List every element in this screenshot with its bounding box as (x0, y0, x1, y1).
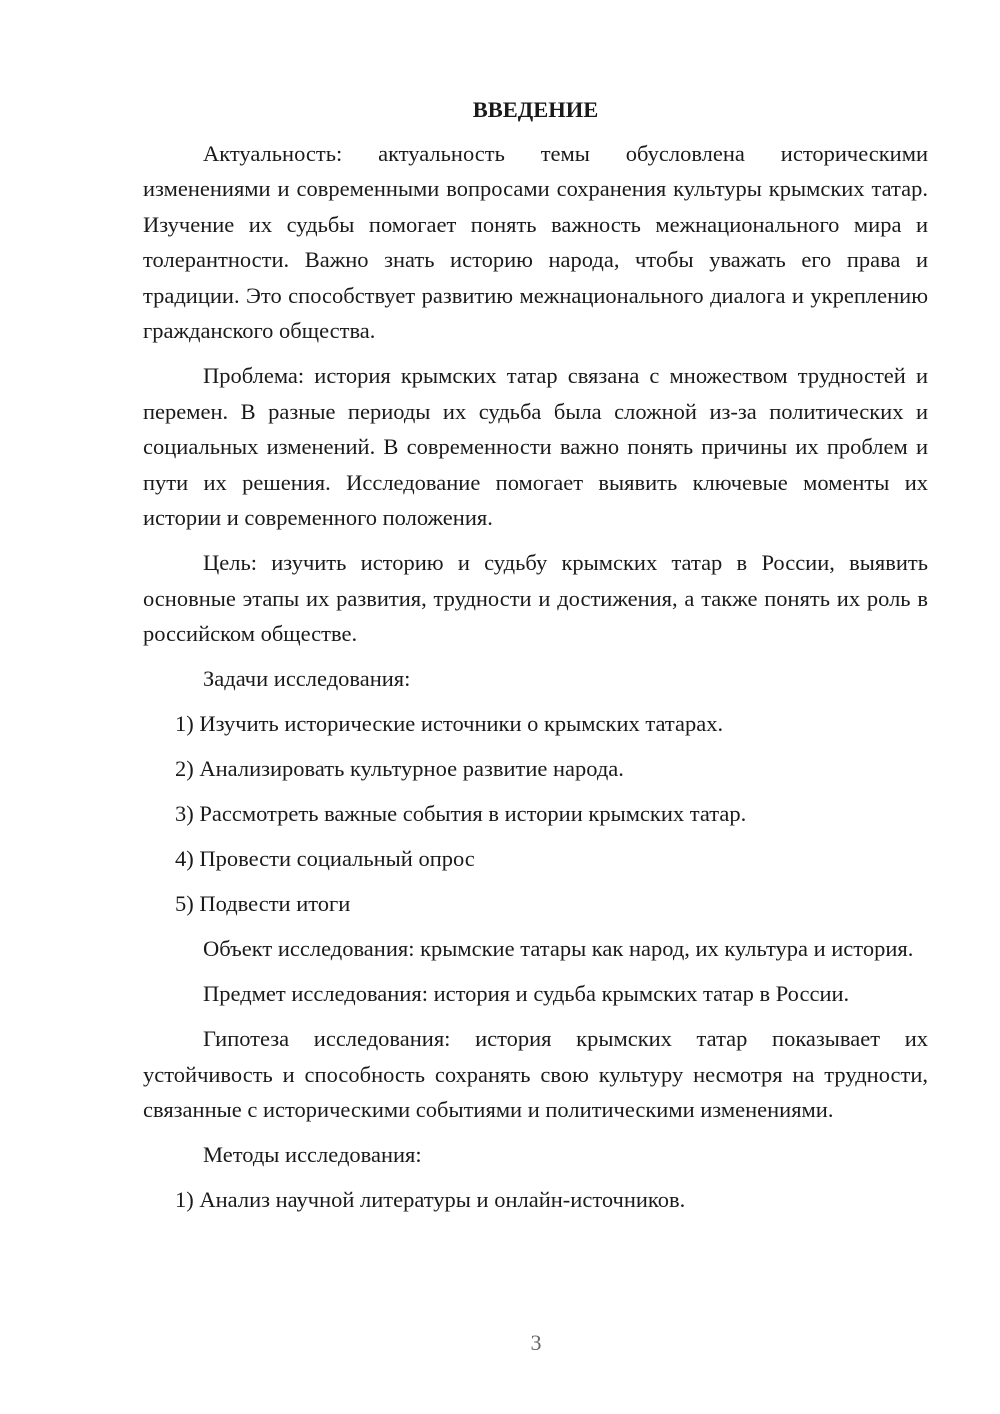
relevance-paragraph: Актуальность: актуальность темы обусловлена историческими изменениями и современными вопросами сохранения культуры крымских татар. Изучение их судьбы помогает понять важность межнационального мира и толерантности. Важно знать историю народа, чтобы уважать его права и традиции. Это способствует развитию межнационального диалога и укреплению гражданского общества. (143, 140, 928, 343)
goal-paragraph: Цель: изучить историю и судьбу крымских татар в России, выявить основные этапы их развития, трудности и достижения, а также понять их роль в российском обществе. (143, 550, 928, 646)
document-page (143, 92, 928, 1227)
task-item: 3) Рассмотреть важные события в истории крымских татар. (175, 801, 747, 826)
hypothesis-paragraph: Гипотеза исследования: история крымских татар показывает их устойчивость и способность сохранять свою культуру несмотря на трудности, связанные с историческими событиями и политическими изменениями. (143, 1026, 928, 1122)
section-heading: ВВЕДЕНИЕ (472, 97, 599, 122)
task-item: 1) Изучить исторические источники о крымских татарах. (175, 711, 724, 736)
object-paragraph: Объект исследования: крымские татары как народ, их культура и история. (203, 936, 914, 961)
task-item: 5) Подвести итоги (175, 891, 351, 916)
page-number: 3 (530, 1330, 542, 1355)
problem-paragraph: Проблема: история крымских татар связана с множеством трудностей и перемен. В разные периоды их судьба была сложной из-за политических и социальных изменений. В современности важно понять причины их проблем и пути их решения. Исследование помогает выявить ключевые моменты их истории и современного положения. (143, 363, 928, 530)
task-item: 2) Анализировать культурное развитие народа. (175, 756, 624, 781)
task-item: 4) Провести социальный опрос (175, 846, 475, 871)
method-item: 1) Анализ научной литературы и онлайн-источников. (175, 1187, 686, 1212)
tasks-title: Задачи исследования: (203, 666, 411, 691)
methods-title: Методы исследования: (203, 1142, 422, 1167)
subject-paragraph: Предмет исследования: история и судьба крымских татар в России. (203, 981, 850, 1006)
